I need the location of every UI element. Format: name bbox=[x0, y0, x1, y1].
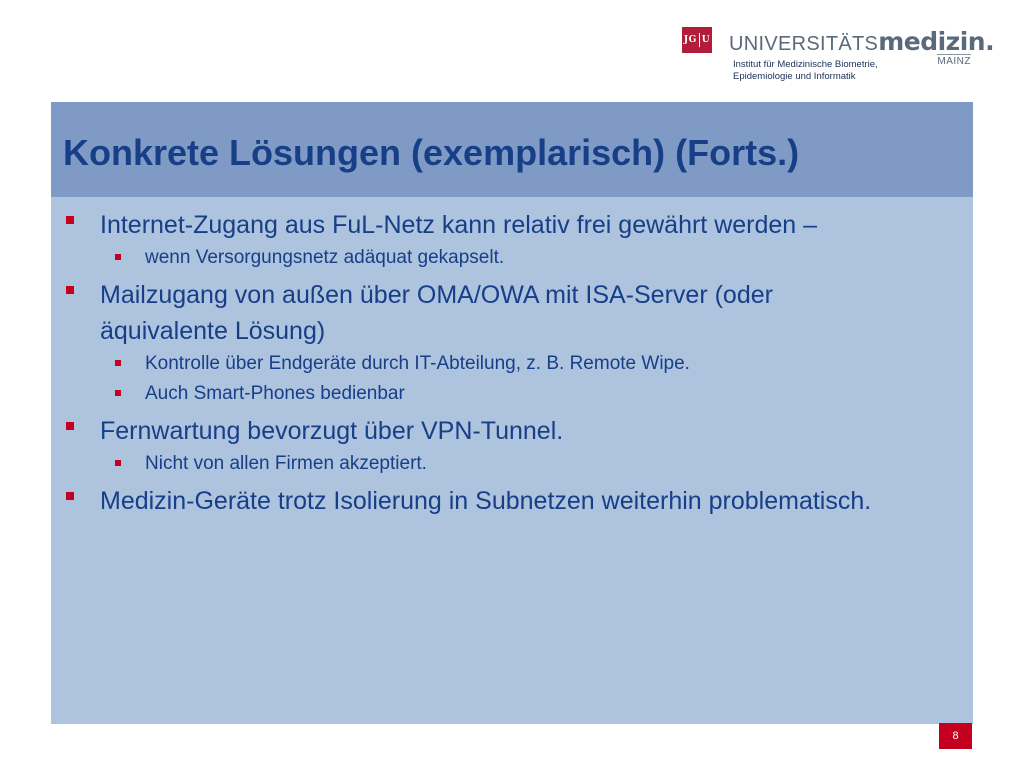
bullet-text: Internet-Zugang aus FuL-Netz kann relativ frei gewährt werden – bbox=[100, 211, 818, 239]
sub-bullet-text: Kontrolle über Endgeräte durch IT-Abteilung, z. B. Remote Wipe. bbox=[145, 353, 690, 374]
bullet-text: Mailzugang von außen über OMA/OWA mit ISA-Server (oder äquivalente Lösung) bbox=[100, 281, 773, 345]
bullet-item bbox=[51, 483, 973, 519]
sub-bullet-list bbox=[100, 451, 973, 477]
logo-text-right: U bbox=[701, 35, 711, 45]
small-square-bullet-icon bbox=[115, 254, 121, 260]
logo-divider bbox=[699, 33, 700, 47]
institute-name bbox=[733, 59, 923, 83]
sub-bullet-item bbox=[100, 451, 973, 477]
bullet-text: Fernwartung bevorzugt über VPN-Tunnel. bbox=[100, 417, 564, 445]
bullet-item bbox=[51, 413, 973, 477]
title-band bbox=[51, 102, 973, 197]
logo-text-left: JG bbox=[683, 35, 697, 45]
brand-universitaets: UNIVERSITÄTS bbox=[729, 33, 879, 55]
sub-bullet-text: wenn Versorgungsnetz adäquat gekapselt. bbox=[145, 247, 505, 268]
sub-bullet-list bbox=[100, 245, 973, 271]
university-brand bbox=[729, 27, 994, 55]
bullet-item bbox=[51, 277, 973, 407]
institute-line-1: Institut für Medizinische Biometrie, bbox=[733, 59, 878, 70]
sub-bullet-text: Auch Smart-Phones bedienbar bbox=[145, 383, 405, 404]
sub-bullet-item bbox=[100, 351, 973, 377]
square-bullet-icon bbox=[66, 422, 74, 430]
slide-content bbox=[51, 197, 973, 724]
jgu-logo bbox=[682, 27, 712, 53]
brand-medizin: medizin. bbox=[878, 27, 995, 56]
city-label: MAINZ bbox=[937, 56, 971, 67]
small-square-bullet-icon bbox=[115, 390, 121, 396]
bullet-list bbox=[51, 207, 973, 525]
square-bullet-icon bbox=[66, 286, 74, 294]
sub-bullet-item bbox=[100, 381, 973, 407]
small-square-bullet-icon bbox=[115, 460, 121, 466]
institute-line-2: Epidemiologie und Informatik bbox=[733, 71, 856, 82]
square-bullet-icon bbox=[66, 492, 74, 500]
sub-bullet-text: Nicht von allen Firmen akzeptiert. bbox=[145, 453, 427, 474]
slide-title: Konkrete Lösungen (exemplarisch) (Forts.) bbox=[63, 132, 800, 173]
sub-bullet-item bbox=[100, 245, 973, 271]
bullet-text: Medizin-Geräte trotz Isolierung in Subnetzen weiterhin problematisch. bbox=[100, 487, 872, 515]
sub-bullet-list bbox=[100, 351, 973, 407]
small-square-bullet-icon bbox=[115, 360, 121, 366]
square-bullet-icon bbox=[66, 216, 74, 224]
bullet-item bbox=[51, 207, 973, 271]
page-number: 8 bbox=[939, 723, 972, 749]
